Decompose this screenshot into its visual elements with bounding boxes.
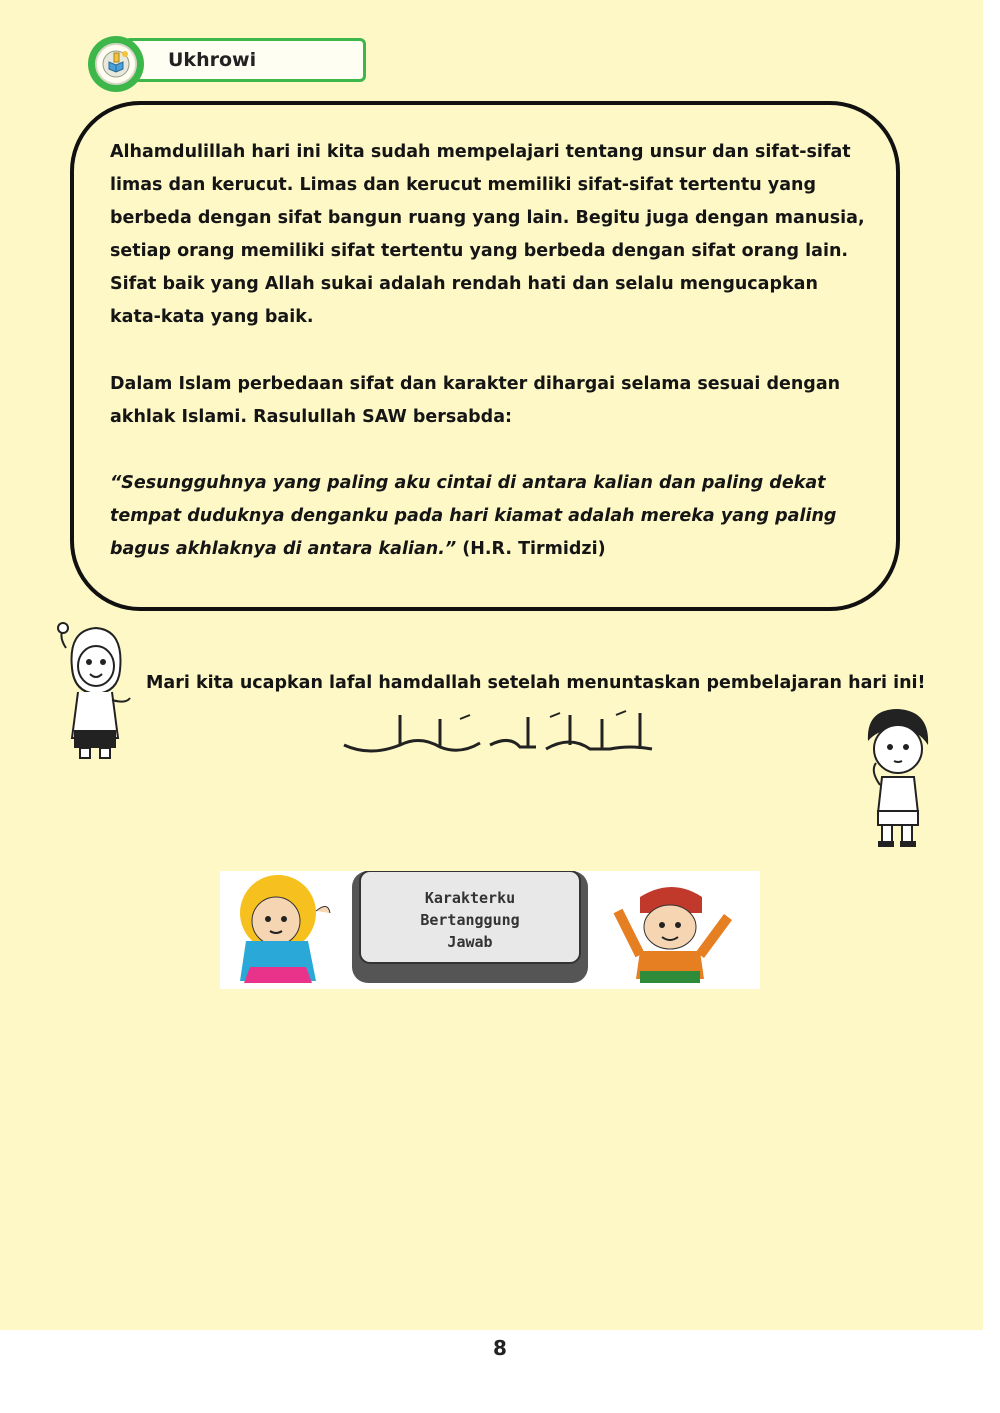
hadith-quote: “Sesungguhnya yang paling aku cintai di antara kalian dan paling dekat tempat duduknya denganku pada hari kiamat adalah mereka yang paling bagus akhlaknya di antara kalian.” bbox=[110, 473, 837, 559]
hamdalah-calligraphy bbox=[340, 705, 660, 765]
instruction-text: Mari kita ucapkan lafal hamdallah setelah menuntaskan pembelajaran hari ini! bbox=[146, 673, 926, 693]
hadith-paragraph bbox=[110, 467, 870, 566]
boy-thinking-illustration bbox=[858, 705, 934, 850]
hadith-source: (H.R. Tirmidzi) bbox=[462, 539, 606, 559]
banner-line-2: Bertanggung bbox=[420, 911, 520, 929]
banner-line-3: Jawab bbox=[447, 933, 493, 951]
section-tab bbox=[88, 38, 368, 86]
girl-waving-illustration bbox=[52, 620, 134, 762]
page-number: 8 bbox=[493, 1336, 507, 1360]
banner-line-1: Karakterku bbox=[424, 889, 516, 907]
character-banner bbox=[220, 871, 760, 989]
paragraph-islam: Dalam Islam perbedaan sifat dan karakter dihargai selama sesuai dengan akhlak Islami. Rasulullah SAW bersabda: bbox=[110, 374, 841, 427]
section-title: Ukhrowi bbox=[168, 49, 257, 71]
book-globe-icon bbox=[95, 43, 137, 85]
paragraph-intro: Alhamdulillah hari ini kita sudah mempelajari tentang unsur dan sifat-sifat limas dan kerucut. Limas dan kerucut memiliki sifat-sifat tertentu yang berbeda dengan sifat bangun ruang yang lain. Begitu juga dengan manusia, setiap orang memiliki sifat tertentu yang berbeda dengan sifat orang lain. Sifat baik yang Allah sukai adalah rendah hati dan selalu mengucapkan kata-kata yang baik. bbox=[110, 142, 865, 327]
section-tab-badge bbox=[88, 36, 144, 92]
